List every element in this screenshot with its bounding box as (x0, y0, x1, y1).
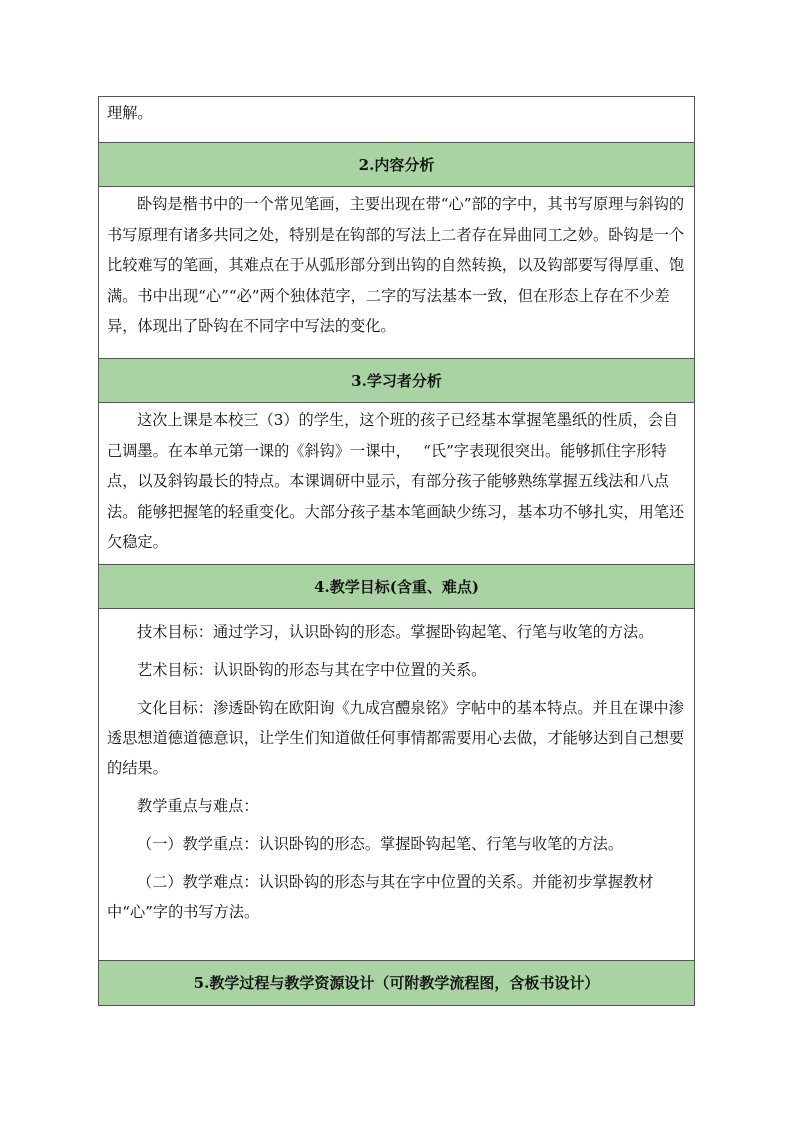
section-header-learner-analysis: 3.学习者分析 (99, 359, 694, 403)
section-header-content-analysis: 2.内容分析 (99, 143, 694, 187)
paragraph-key-points-heading: 教学重点与难点： (137, 797, 259, 815)
paragraph: 卧钩是楷书中的一个常见笔画，主要出现在带“心”部的字中，其书写原理与斜钩的书写原理有诸多共同之处，特别是在钩部的写法上二者存在异曲同工之妙。卧钩是一个比较难写的笔画，其难点在于从弧形部分到出钩的自然转换，以及钩部要写得厚重、饱满。书中出现“心”“必”两个独体范字，二字的写法基本一致，但在形态上存在不少差异，体现出了卧钩在不同字中写法的变化。 (107, 195, 685, 335)
document-table (98, 96, 695, 1006)
paragraph: 理解。 (107, 104, 153, 122)
section-header-teaching-process: 5.教学过程与教学资源设计（可附教学流程图，含板书设计） (99, 961, 694, 1005)
paragraph-artistic-goal: 艺术目标：认识卧钩的形态与其在字中位置的关系。 (137, 661, 487, 679)
text-cell-teaching-goals (99, 617, 694, 961)
text-cell-content-analysis (99, 187, 694, 359)
text-cell-continuation (99, 97, 694, 143)
paragraph-technical-goal: 技术目标：通过学习，认识卧钩的形态。掌握卧钩起笔、行笔与收笔的方法。 (137, 623, 654, 641)
paragraph-key-point: （一）教学重点：认识卧钩的形态。掌握卧钩起笔、行笔与收笔的方法。 (137, 835, 623, 853)
paragraph-difficult-point: （二）教学难点：认识卧钩的形态与其在字中位置的关系。并能初步掌握教材中“心”字的书写方法。 (107, 873, 654, 921)
paragraph: 这次上课是本校三（3）的学生，这个班的孩子已经基本掌握笔墨纸的性质，会自己调墨。在本单元第一课的《斜钩》一课中， “氏”字表现很突出。能够抓住字形特点，以及斜钩最长的特点。本课调研中显示，有部分孩子能够熟练掌握五线法和八点法。能够把握笔的轻重变化。大部分孩子基本笔画缺少练习，基本功不够扎实，用笔还欠稳定。 (107, 411, 685, 551)
text-cell-learner-analysis (99, 403, 694, 565)
paragraph-cultural-goal: 文化目标：渗透卧钩在欧阳询《九成宫醴泉铭》字帖中的基本特点。并且在课中渗透思想道德道德意识，让学生们知道做任何事情都需要用心去做，才能够达到自己想要的结果。 (107, 699, 685, 777)
section-header-teaching-goals: 4.教学目标(含重、难点) (99, 565, 694, 609)
